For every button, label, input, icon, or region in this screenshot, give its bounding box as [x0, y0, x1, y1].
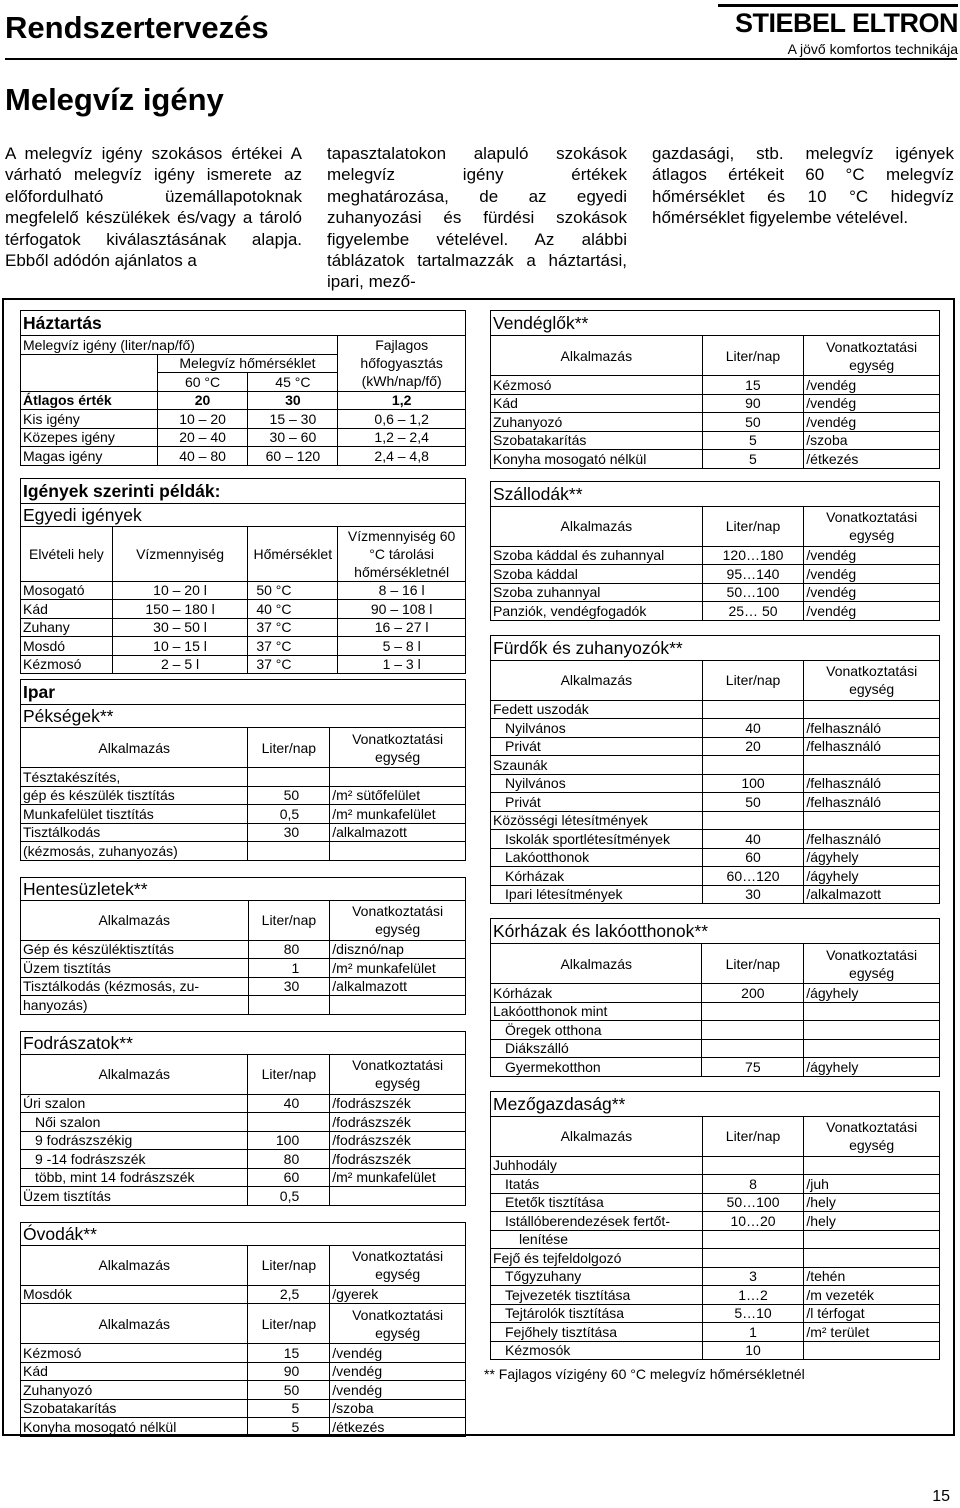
hair-table [20, 1031, 466, 1206]
household-cell: 1,2 – 2,4 [338, 428, 466, 447]
col-liter-per-day: Liter/nap [702, 1116, 804, 1156]
baths-row: Közösségi létesítmények [491, 811, 703, 830]
hospitals-unit: /ágyhely [804, 984, 940, 1003]
butcher-row: hanyozás) [21, 996, 249, 1015]
examples-cell: 5 – 8 l [338, 637, 466, 656]
kinder-row: Zuhanyozó [21, 1381, 248, 1400]
bakery-unit: /alkalmazott [330, 823, 466, 842]
logo-tagline: A jövő komfortos technikája [787, 41, 958, 57]
examples-col-qty: Vízmennyiség [112, 526, 248, 581]
agri-value: 1…2 [702, 1286, 804, 1305]
col-application: Alkalmazás [21, 900, 249, 940]
agri-row: Tőgyzuhany [491, 1267, 703, 1286]
household-col-demand: Melegvíz igény (liter/nap/fő) [21, 336, 338, 355]
hair-value: 100 [248, 1131, 330, 1150]
col-unit: Vonatkoztatási egység [330, 728, 466, 768]
baths-row: Nyilvános [491, 719, 703, 738]
col-liter-per-day: Liter/nap [248, 1245, 330, 1285]
baths-title: Fürdők és zuhanyozók** [491, 635, 940, 660]
agri-row: Kézmosók [491, 1341, 703, 1360]
agri-value: 8 [702, 1175, 804, 1194]
agri-value: 1 [702, 1323, 804, 1342]
baths-unit: /felhasználó [804, 719, 940, 738]
examples-cell: 150 – 180 l [112, 600, 248, 619]
section-title: Melegvíz igény [5, 82, 224, 117]
agri-table [490, 1091, 940, 1361]
agri-row: Itatás [491, 1175, 703, 1194]
left-column [20, 310, 466, 1437]
kinder-value: 50 [248, 1381, 330, 1400]
col-unit: Vonatkoztatási egység [804, 660, 940, 700]
hotels-title: Szállodák** [491, 481, 940, 506]
restaurants-value: 5 [702, 431, 804, 450]
hospitals-table [490, 918, 940, 1077]
col-liter-per-day: Liter/nap [248, 900, 330, 940]
agri-row: lenítése [491, 1230, 703, 1249]
baths-row: Privát [491, 737, 703, 756]
hair-row: több, mint 14 fodrászszék [21, 1168, 248, 1187]
butcher-value: 30 [248, 977, 330, 996]
examples-subtitle: Egyedi igények [21, 503, 466, 526]
hotels-table [490, 481, 940, 621]
household-cell: 0,6 – 1,2 [338, 410, 466, 429]
baths-unit: /ágyhely [804, 848, 940, 867]
kinder-unit: /vendég [330, 1362, 466, 1381]
household-table [20, 310, 466, 466]
butcher-row: Tisztálkodás (kézmosás, zu- [21, 977, 249, 996]
restaurants-row: Szobatakarítás [491, 431, 703, 450]
logo-text: STIEBEL ELTRON [718, 4, 958, 40]
restaurants-unit: /szoba [804, 431, 940, 450]
agri-title: Mezőgazdaság** [491, 1091, 940, 1116]
kinder-unit: /étkezés [330, 1418, 466, 1437]
baths-row: Fedett uszodák [491, 700, 703, 719]
agri-unit: /hely [804, 1193, 940, 1212]
baths-unit: /alkalmazott [804, 885, 940, 904]
kinder-unit: /gyerek [330, 1285, 466, 1304]
hospitals-value: 75 [702, 1058, 804, 1077]
butcher-row: Üzem tisztítás [21, 959, 249, 978]
col-application: Alkalmazás [491, 660, 703, 700]
hospitals-title: Kórházak és lakóotthonok** [491, 919, 940, 944]
kinder-table [20, 1222, 466, 1437]
kinder-row: Kád [21, 1362, 248, 1381]
hair-unit: /fodrászszék [330, 1094, 466, 1113]
hospitals-row: Lakóotthonok mint [491, 1002, 702, 1021]
examples-row-label: Zuhany [21, 618, 113, 637]
industry-title: Ipar [21, 680, 466, 705]
hair-value: 80 [248, 1150, 330, 1169]
bakery-unit: /m² sütőfelület [330, 786, 466, 805]
hotels-row: Szoba káddal és zuhannyal [491, 546, 703, 565]
bakery-unit: /m² munkafelület [330, 805, 466, 824]
household-cell: 40 – 80 [157, 447, 248, 466]
restaurants-row: Kézmosó [491, 376, 703, 395]
kinder-value: 5 [248, 1418, 330, 1437]
examples-row-label: Mosdó [21, 637, 113, 656]
examples-col-place: Elvételi hely [21, 526, 113, 581]
col-unit: Vonatkoztatási egység [804, 336, 940, 376]
hair-row: Üzem tisztítás [21, 1187, 248, 1206]
right-column [484, 310, 940, 1382]
col-application: Alkalmazás [21, 1245, 248, 1285]
hotels-value: 120…180 [702, 546, 804, 565]
restaurants-row: Konyha mosogató nélkül [491, 450, 703, 469]
hair-unit: /fodrászszék [330, 1113, 466, 1132]
bakery-row: (kézmosás, zuhanyozás) [21, 842, 248, 861]
restaurants-unit: /vendég [804, 394, 940, 413]
kinder-unit: /szoba [330, 1399, 466, 1418]
examples-cell: 8 – 16 l [338, 581, 466, 600]
baths-row: Privát [491, 793, 703, 812]
agri-value: 50…100 [702, 1193, 804, 1212]
baths-unit: /ágyhely [804, 867, 940, 886]
baths-value: 50 [702, 793, 804, 812]
household-row-label: Kis igény [21, 410, 158, 429]
baths-value: 30 [702, 885, 804, 904]
kinder-value: 5 [248, 1399, 330, 1418]
butcher-title: Hentesüzletek** [21, 877, 466, 900]
examples-cell: 37 °C [248, 655, 338, 674]
col-unit: Vonatkoztatási egység [330, 1245, 466, 1285]
baths-row: Kórházak [491, 867, 703, 886]
restaurants-value: 50 [702, 413, 804, 432]
hospitals-row: Öregek otthona [491, 1021, 702, 1040]
col-application: Alkalmazás [21, 1054, 248, 1094]
col-unit: Vonatkoztatási egység [330, 1054, 466, 1094]
col-liter-per-day: Liter/nap [702, 336, 804, 376]
hair-row: 9 fodrászszékig [21, 1131, 248, 1150]
agri-unit: /m vezeték [804, 1286, 940, 1305]
hair-row: 9 -14 fodrászszék [21, 1150, 248, 1169]
col-liter-per-day: Liter/nap [702, 660, 804, 700]
examples-cell: 37 °C [248, 637, 338, 656]
intro-column-3: gazdasági, stb. melegvíz igények átlagos értékeit 60 °C melegvíz hőmérséklet és 10 °C hidegvíz hőmérséklet figyelembe vételével. [652, 144, 954, 228]
hair-unit: /m² munkafelület [330, 1168, 466, 1187]
hotels-unit: /vendég [804, 583, 940, 602]
restaurants-value: 5 [702, 450, 804, 469]
kinder-value: 15 [248, 1344, 330, 1363]
bakery-row: Tisztálkodás [21, 823, 248, 842]
agri-row: Tejtárolók tisztítása [491, 1304, 703, 1323]
examples-cell: 40 °C [248, 600, 338, 619]
baths-value: 60…120 [702, 867, 804, 886]
hospitals-unit: /ágyhely [804, 1058, 940, 1077]
household-cell: 1,2 [338, 391, 466, 410]
baths-value: 40 [702, 830, 804, 849]
restaurants-row: Zuhanyozó [491, 413, 703, 432]
kinder-row: Mosdók [21, 1285, 248, 1304]
hair-value: 40 [248, 1094, 330, 1113]
restaurants-value: 90 [702, 394, 804, 413]
bakery-row: gép és készülék tisztítás [21, 786, 248, 805]
agri-unit: /hely [804, 1212, 940, 1231]
restaurants-title: Vendéglők** [491, 311, 940, 336]
col-liter-per-day: Liter/nap [702, 506, 804, 546]
household-cell: 20 [157, 391, 248, 410]
agri-unit: /juh [804, 1175, 940, 1194]
examples-table [20, 478, 466, 675]
hospitals-row: Diákszálló [491, 1039, 702, 1058]
baths-value: 20 [702, 737, 804, 756]
hair-title: Fodrászatok** [21, 1031, 466, 1054]
baths-value: 40 [702, 719, 804, 738]
kinder-row: Szobatakarítás [21, 1399, 248, 1418]
baths-row: Ipari létesítmények [491, 885, 703, 904]
brand-logo [718, 4, 958, 58]
col-unit: Vonatkoztatási egység [804, 1116, 940, 1156]
kinder-title: Óvodák** [21, 1222, 466, 1245]
bakery-value: 50 [248, 786, 330, 805]
industry-table [20, 679, 466, 861]
col-liter-per-day: Liter/nap [248, 728, 330, 768]
household-cell: 30 [248, 391, 338, 410]
col-application: Alkalmazás [491, 944, 702, 984]
examples-row-label: Kád [21, 600, 113, 619]
baths-row: Lakóotthonok [491, 848, 703, 867]
household-row-label: Közepes igény [21, 428, 158, 447]
col-liter-per-day: Liter/nap [248, 1304, 330, 1344]
agri-row: Tejvezeték tisztítása [491, 1286, 703, 1305]
restaurants-unit: /vendég [804, 413, 940, 432]
examples-cell: 10 – 15 l [112, 637, 248, 656]
examples-cell: 50 °C [248, 581, 338, 600]
agri-unit: /m² terület [804, 1323, 940, 1342]
agri-unit: /tehén [804, 1267, 940, 1286]
hair-value: 60 [248, 1168, 330, 1187]
hospitals-row: Gyermekotthon [491, 1058, 702, 1077]
hair-row: Női szalon [21, 1113, 248, 1132]
baths-unit: /felhasználó [804, 774, 940, 793]
household-cell: 60 – 120 [248, 447, 338, 466]
col-application: Alkalmazás [21, 1304, 248, 1344]
examples-col-temp: Hőmérséklet [248, 526, 338, 581]
hotels-unit: /vendég [804, 546, 940, 565]
hotels-row: Panziók, vendégfogadók [491, 602, 703, 621]
household-cell: 20 – 40 [157, 428, 248, 447]
col-application: Alkalmazás [491, 1116, 703, 1156]
household-cell: 10 – 20 [157, 410, 248, 429]
hair-row: Úri szalon [21, 1094, 248, 1113]
page-number: 15 [932, 1488, 950, 1505]
agri-value: 3 [702, 1267, 804, 1286]
examples-cell: 90 – 108 l [338, 600, 466, 619]
butcher-unit: /m² munkafelület [330, 959, 466, 978]
household-col-temp: Melegvíz hőmérséklet [157, 354, 338, 373]
bakery-value: 30 [248, 823, 330, 842]
baths-row: Iskolák sportlétesítmények [491, 830, 703, 849]
household-row-label: Magas igény [21, 447, 158, 466]
examples-col-qty60: Vízmennyiség 60 °C tárolási hőmérsékletnél [338, 526, 466, 581]
butcher-unit: /alkalmazott [330, 977, 466, 996]
header-divider [5, 58, 957, 60]
examples-cell: 30 – 50 l [112, 618, 248, 637]
bakery-value: 0,5 [248, 805, 330, 824]
agri-row: Fejőhely tisztítása [491, 1323, 703, 1342]
examples-cell: 2 – 5 l [112, 655, 248, 674]
kinder-row: Kézmosó [21, 1344, 248, 1363]
col-unit: Vonatkoztatási egység [804, 944, 940, 984]
examples-cell: 1 – 3 l [338, 655, 466, 674]
restaurants-row: Kád [491, 394, 703, 413]
baths-unit: /felhasználó [804, 793, 940, 812]
bakery-row: Munkafelület tisztítás [21, 805, 248, 824]
examples-row-label: Kézmosó [21, 655, 113, 674]
bakery-title: Pékségek** [21, 705, 466, 728]
hospitals-row: Kórházak [491, 984, 702, 1003]
household-cell: 2,4 – 4,8 [338, 447, 466, 466]
baths-row: Szaunák [491, 756, 703, 775]
kinder-row: Konyha mosogató nélkül [21, 1418, 248, 1437]
col-application: Alkalmazás [21, 728, 248, 768]
hotels-value: 95…140 [702, 565, 804, 584]
kinder-unit: /vendég [330, 1381, 466, 1400]
agri-row: Etetők tisztítása [491, 1193, 703, 1212]
butcher-table [20, 877, 466, 1015]
household-col-energy: Fajlagos hőfogyasztás (kWh/nap/fő) [338, 336, 466, 392]
restaurants-value: 15 [702, 376, 804, 395]
agri-value: 10 [702, 1341, 804, 1360]
hotels-row: Szoba káddal [491, 565, 703, 584]
hair-unit: /fodrászszék [330, 1150, 466, 1169]
kinder-unit: /vendég [330, 1344, 466, 1363]
baths-unit: /felhasználó [804, 830, 940, 849]
hotels-value: 25… 50 [702, 602, 804, 621]
examples-cell: 16 – 27 l [338, 618, 466, 637]
examples-row-label: Mosogató [21, 581, 113, 600]
household-col-60: 60 °C [157, 373, 248, 392]
household-title: Háztartás [21, 311, 466, 336]
hotels-row: Szoba zuhannyal [491, 583, 703, 602]
baths-value: 100 [702, 774, 804, 793]
hotels-unit: /vendég [804, 565, 940, 584]
col-application: Alkalmazás [491, 506, 703, 546]
baths-row: Nyilvános [491, 774, 703, 793]
agri-row: Juhhodály [491, 1156, 703, 1175]
col-unit: Vonatkoztatási egység [330, 900, 466, 940]
household-row-label: Átlagos érték [21, 391, 158, 410]
col-liter-per-day: Liter/nap [702, 944, 804, 984]
examples-title: Igények szerinti példák: [21, 478, 466, 503]
col-unit: Vonatkoztatási egység [330, 1304, 466, 1344]
page-title: Rendszertervezés [5, 10, 269, 45]
restaurants-unit: /vendég [804, 376, 940, 395]
agri-row: Istállóberendezések fertőt- [491, 1212, 703, 1231]
restaurants-table [490, 310, 940, 469]
baths-unit: /felhasználó [804, 737, 940, 756]
intro-column-1: A melegvíz igény szokásos értékei A várható melegvíz igény ismerete az előfordulható üzemállapotoknak megfelelő készülékek és/vagy a tároló térfogatok kiválasztásának alapja. Ebből adódón ajánlatos a [5, 144, 302, 271]
hair-value: 0,5 [248, 1187, 330, 1206]
agri-value: 10…20 [702, 1212, 804, 1231]
bakery-row: Tésztakészítés, [21, 768, 248, 787]
hair-unit: /fodrászszék [330, 1131, 466, 1150]
butcher-value: 1 [248, 959, 330, 978]
kinder-value: 90 [248, 1362, 330, 1381]
restaurants-unit: /étkezés [804, 450, 940, 469]
butcher-row: Gép és készüléktisztítás [21, 940, 249, 959]
agri-value: 5…10 [702, 1304, 804, 1323]
col-unit: Vonatkoztatási egység [804, 506, 940, 546]
butcher-unit: /disznó/nap [330, 940, 466, 959]
household-cell: 15 – 30 [248, 410, 338, 429]
examples-cell: 37 °C [248, 618, 338, 637]
examples-cell: 10 – 20 l [112, 581, 248, 600]
footnote: ** Fajlagos vízigény 60 °C melegvíz hőmérsékletnél [484, 1366, 805, 1382]
agri-row: Fejő és tejfeldolgozó [491, 1249, 703, 1268]
hotels-value: 50…100 [702, 583, 804, 602]
butcher-value: 80 [248, 940, 330, 959]
household-cell: 30 – 60 [248, 428, 338, 447]
intro-column-2: tapasztalatokon alapuló szokások melegvíz igény értékek meghatározása, de az egyedi zuhanyozási és fürdési szokások figyelembe vételével. Az alábbi táblázatok tartalmazzák a háztartási, ipari, mező- [327, 144, 627, 292]
col-liter-per-day: Liter/nap [248, 1054, 330, 1094]
col-application: Alkalmazás [491, 336, 703, 376]
baths-table [490, 635, 940, 905]
kinder-value: 2,5 [248, 1285, 330, 1304]
household-col-45: 45 °C [248, 373, 338, 392]
baths-value: 60 [702, 848, 804, 867]
hospitals-value: 200 [702, 984, 804, 1003]
agri-unit: /l térfogat [804, 1304, 940, 1323]
hotels-unit: /vendég [804, 602, 940, 621]
